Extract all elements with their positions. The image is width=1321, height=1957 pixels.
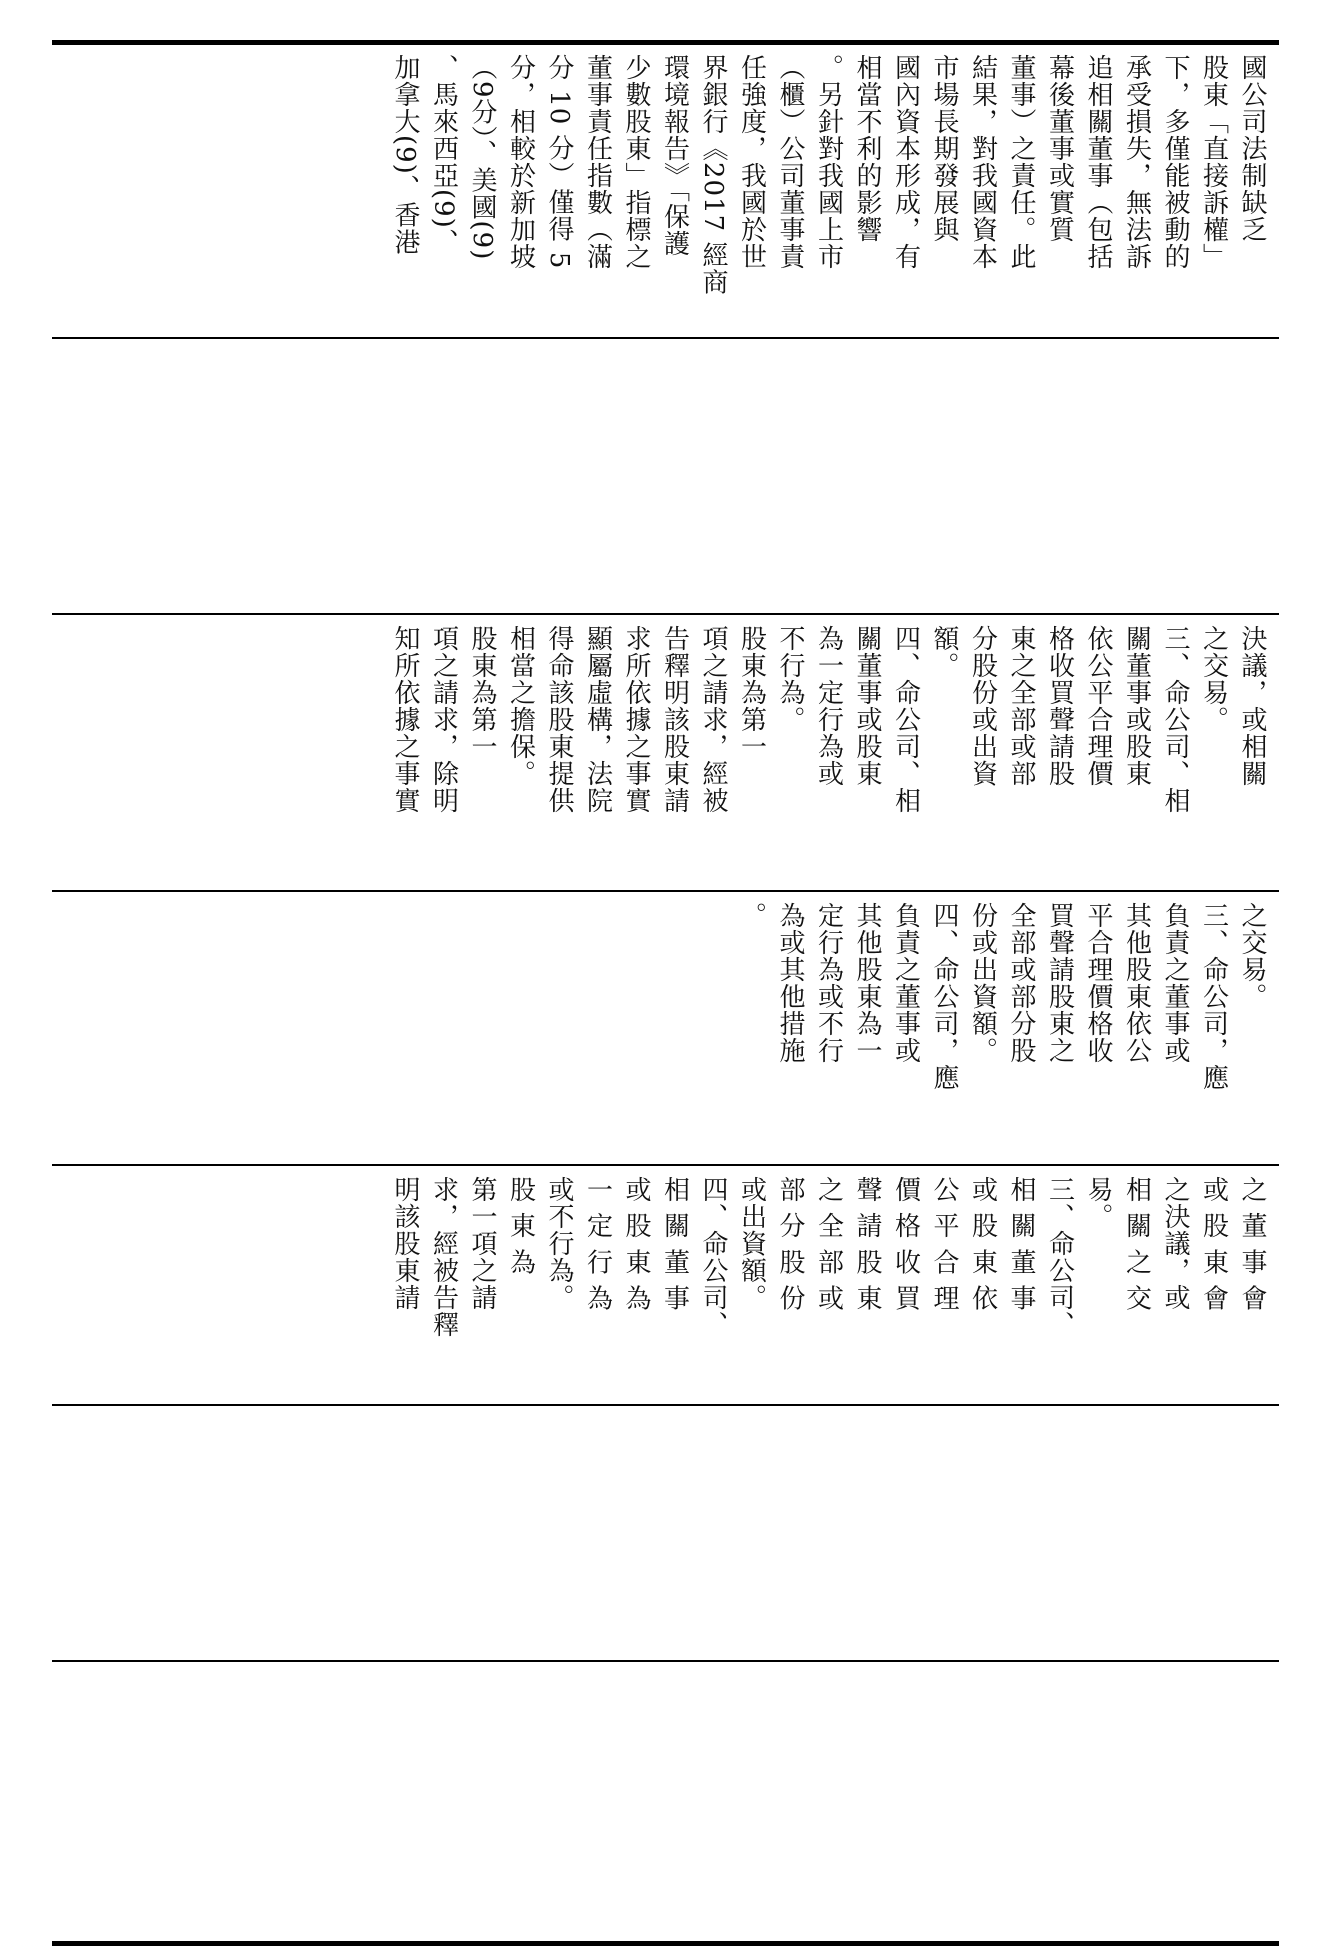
vertical-text <box>386 54 1272 295</box>
text-column: 相 關 董 事 <box>659 1176 690 1312</box>
text-column: 平合理價格收 <box>1083 902 1113 1064</box>
text-column: 股東為第一 <box>736 625 767 760</box>
text-column: 國公司法制缺乏 <box>1237 54 1267 243</box>
text-column: 關董事或股東 <box>1121 625 1152 787</box>
text-column: 三、命公司、相 <box>1160 625 1190 814</box>
text-column: 公 平 合 理 <box>929 1176 959 1312</box>
text-column: 四、命公司，應 <box>929 902 959 1091</box>
text-column: 之決議，或 <box>1160 1176 1190 1311</box>
text-column: 董事）之責任。此 <box>1006 54 1036 270</box>
text-column: 為或其他措施 <box>775 902 805 1064</box>
divider-5 <box>52 1404 1279 1406</box>
text-column: 求，經被告釋 <box>428 1176 459 1338</box>
text-column: 或不行為。 <box>544 1176 574 1311</box>
text-column: 承受損失，無法訴 <box>1121 54 1152 270</box>
text-column: 分，相較於新加坡 <box>505 54 536 270</box>
text-column: 股 東 為 <box>505 1176 536 1276</box>
text-column: 下，多僅能被動的 <box>1160 54 1190 270</box>
text-column: 定行為或不行 <box>813 902 844 1064</box>
text-block-1 <box>52 44 1279 336</box>
text-column: 國內資本形成，有 <box>890 54 921 270</box>
text-column: 相當不利的影響 <box>852 54 882 243</box>
text-column: 東之全部或部 <box>1006 625 1036 787</box>
bottom-rule <box>52 1941 1279 1946</box>
text-column: 之 全 部 或 <box>813 1176 844 1312</box>
text-column: 加拿大(9)、香港 <box>390 54 420 256</box>
text-column: 第一項之請 <box>467 1176 497 1311</box>
text-column: 部 分 股 份 <box>775 1176 805 1312</box>
text-column: 買聲請股東之 <box>1044 902 1075 1064</box>
text-column: 項之請求，經被 <box>698 625 728 814</box>
text-column: 三、命公司、 <box>1044 1176 1075 1338</box>
text-column: 環境報告》「保護 <box>659 54 690 257</box>
divider-6 <box>52 1660 1279 1662</box>
text-column: 少數股東」指標之 <box>621 54 651 270</box>
text-column: 其他股東為一 <box>852 902 882 1064</box>
text-column: 市場長期發展與 <box>929 54 959 243</box>
text-column: 易。 <box>1083 1176 1113 1230</box>
text-column: 或出資額。 <box>736 1176 767 1311</box>
text-column: 股東「直接訴權」 <box>1198 54 1229 270</box>
text-column: 幕後董事或實質 <box>1044 54 1075 243</box>
text-column: 為一定行為或 <box>813 625 844 787</box>
text-column: （櫃）公司董事責 <box>775 54 805 270</box>
text-column: 董事責任指數（滿 <box>582 54 613 270</box>
text-column: 全部或部分股 <box>1006 902 1036 1064</box>
text-column: 。另針對我國上市 <box>813 54 844 270</box>
text-column: 價 格 收 買 <box>890 1176 921 1312</box>
vertical-text <box>732 902 1271 1091</box>
text-column: 份或出資額。 <box>967 902 998 1064</box>
text-column: 決議，或相關 <box>1237 625 1267 787</box>
text-column: 、馬來西亞(9)、 <box>428 54 459 256</box>
text-column: 得命該股東提供 <box>544 625 574 814</box>
text-column: 明該股東請 <box>390 1176 420 1311</box>
text-column: 求所依據之事實 <box>621 625 651 814</box>
text-block-3 <box>52 892 1279 1160</box>
text-column: 顯屬虛構，法院 <box>582 625 613 814</box>
text-block-2 <box>52 615 1279 893</box>
text-column: 分股份或出資 <box>967 625 998 787</box>
text-column: 界銀行《2017 經商 <box>698 54 728 296</box>
text-column: 結果，對我國資本 <box>967 54 998 270</box>
text-column: 。 <box>736 902 767 929</box>
text-column: 相 關 之 交 <box>1121 1176 1152 1312</box>
text-column: 之交易。 <box>1198 625 1229 733</box>
text-column: 分 10 分）僅得 5 <box>544 54 574 270</box>
text-column: 知所依據之事實 <box>390 625 420 814</box>
text-column: 或 股 東 會 <box>1198 1176 1229 1312</box>
text-column: 或 股 東 為 <box>621 1176 651 1312</box>
text-column: 相 關 董 事 <box>1006 1176 1036 1312</box>
text-column: 聲 請 股 東 <box>852 1176 882 1312</box>
text-column: 其他股東依公 <box>1121 902 1152 1064</box>
text-column: 格收買聲請股 <box>1044 625 1075 787</box>
text-column: 告釋明該股東請 <box>659 625 690 814</box>
text-column: 依公平合理價 <box>1083 625 1113 787</box>
text-block-4 <box>52 1166 1279 1402</box>
text-column: 股東為第一 <box>467 625 497 760</box>
text-column: （9分）、美國(9) <box>467 54 497 261</box>
text-column: 額。 <box>929 625 959 679</box>
text-column: 負責之董事或 <box>1160 902 1190 1064</box>
text-column: 任強度，我國於世 <box>736 54 767 270</box>
text-column: 不行為。 <box>775 625 805 733</box>
text-column: 之 董 事 會 <box>1237 1176 1267 1312</box>
text-column: 關董事或股東 <box>852 625 882 787</box>
divider-1 <box>52 337 1279 339</box>
text-column: 負責之董事或 <box>890 902 921 1064</box>
text-column: 之交易。 <box>1237 902 1267 1010</box>
text-column: 項之請求，除明 <box>428 625 459 814</box>
text-column: 一 定 行 為 <box>582 1176 613 1312</box>
text-column: 四、命公司、相 <box>890 625 921 814</box>
text-column: 追相關董事（包括 <box>1083 54 1113 270</box>
vertical-text <box>386 1176 1272 1338</box>
text-column: 三、命公司，應 <box>1198 902 1229 1091</box>
vertical-text <box>386 625 1272 814</box>
text-column: 或 股 東 依 <box>967 1176 998 1312</box>
text-column: 相當之擔保。 <box>505 625 536 787</box>
text-column: 四、命公司、 <box>698 1176 728 1338</box>
